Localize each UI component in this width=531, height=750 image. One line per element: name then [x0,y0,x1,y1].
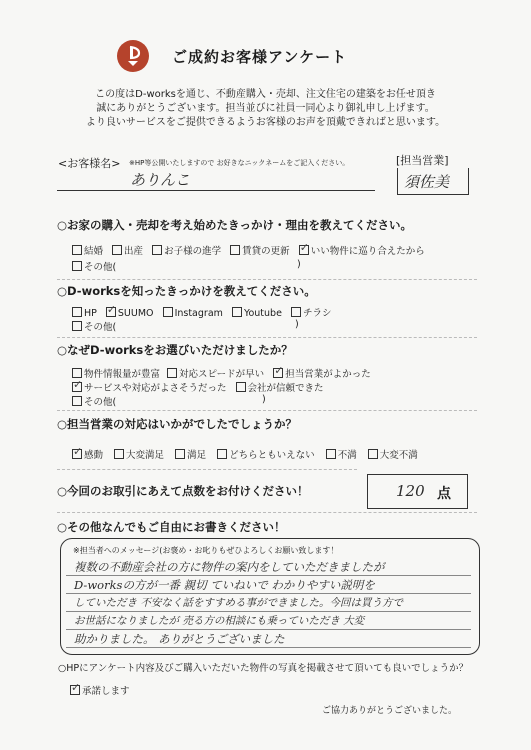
divider [57,469,357,470]
customer-name-value[interactable]: ありんこ [130,171,191,189]
ruled-line [66,647,471,648]
q1-other-label: その他( [84,262,117,273]
check-mark-icon: ✓ [299,241,309,254]
q3-other [72,394,116,408]
customer-name-note: ※HP等公開いたしますので お好きなニックネームをご記入ください。 [129,159,350,167]
q3-checkbox[interactable] [72,368,82,378]
q1-option: お子様の進学 [164,246,222,257]
q4-checkbox[interactable] [326,449,336,459]
q3-other-checkbox[interactable] [72,396,82,406]
q2-other-checkbox[interactable] [72,321,82,331]
q4-option: 大変満足 [126,450,165,461]
q2-checkbox[interactable] [163,307,173,317]
q1-checkbox[interactable] [112,245,122,255]
customer-name-line [57,190,375,191]
q3-option: 担当営業がよかった [285,369,371,380]
q1-options [72,243,425,257]
check-mark-icon: ✓ [274,364,284,377]
comment-line: していただき 不安なく話をすすめる事ができました。今回は買う方で [74,597,403,609]
q2-checkbox[interactable] [232,307,242,317]
q4-checkbox[interactable] [368,449,378,459]
q1-option: いい物件に巡り合えたから [310,246,425,257]
check-mark-icon: ✓ [73,445,83,458]
q1-option: 結婚 [84,246,104,257]
footer-thanks: ご協力ありがとうございました。 [322,706,458,716]
intro-line: より良いサービスをご提供できるようお客様のお声を頂戴できればと思います。 [85,117,446,128]
divider [57,512,477,513]
q4-option: 大変不満 [379,450,418,461]
ruled-line [66,611,471,612]
comment-line: 助かりました。 ありがとうございました [74,632,285,646]
page-title: ご成約お客様アンケート [172,48,348,66]
q3-option: 物件情報量が豊富 [84,369,161,380]
comment-line: D-worksの方が一番 親切 ていねいで わかりやすい説明を [74,578,375,592]
ruled-line [66,629,471,630]
q1-other-checkbox[interactable] [72,261,82,271]
ruled-line [66,575,471,576]
comment-line: 複数の不動産会社の方に物件の案内をしていただきましたが [74,560,385,574]
consent-option [70,683,130,697]
consent-checkbox-checked[interactable] [70,681,81,695]
q4-question: ○担当営業の対応はいかがでしたでしょうか？ [57,417,298,431]
check-mark-icon: ✓ [71,681,81,694]
q2-question: ○D-worksを知ったきっかけを教えてください。 [57,284,316,298]
staff-label: [担当営業] [396,154,449,167]
ruled-line [66,593,471,594]
q6-question: ○その他なんでもご自由にお書きください！ [57,520,286,534]
q3-checkbox-checked[interactable] [273,364,284,378]
q3-option: 対応スピードが早い [179,369,265,380]
divider [57,337,477,338]
q2-option: SUUMO [117,308,154,319]
house-pin-icon [117,40,149,72]
q1-other-close: ) [297,259,301,270]
comment-note: ※担当者へのメッセージ(お褒め・お叱りもぜひよろしくお願い致します！ [73,546,339,555]
q1-checkbox-checked[interactable] [299,241,309,255]
q4-checkbox-checked[interactable] [72,445,83,459]
staff-value[interactable]: 須佐美 [404,173,450,191]
divider [57,410,477,411]
q3-options-row2 [72,380,324,394]
q1-question: ○お家の購入・売却を考え始めたきっかけ・理由を教えてください。 [57,218,413,232]
q1-checkbox[interactable] [230,245,240,255]
q1-checkbox[interactable] [72,245,82,255]
q2-checkbox[interactable] [72,307,82,317]
q2-checkbox[interactable] [291,307,301,317]
check-mark-icon: ✓ [73,378,83,391]
q1-checkbox[interactable] [152,245,162,255]
intro-line: 誠にありがとうございます。担当並びに社員一同心より御礼申し上げます。 [96,103,435,114]
company-logo [117,40,149,72]
q3-checkbox[interactable] [236,382,246,392]
q4-checkbox[interactable] [175,449,185,459]
q3-other-label: その他( [84,397,117,408]
q5-question: ○今回のお取引にあえて点数をお付けください！ [57,484,309,498]
q4-option: 感動 [84,450,104,461]
intro-text [40,88,491,130]
q3-question: ○なぜD-worksをお選びいただけましたか？ [57,343,293,357]
q2-options [72,305,331,319]
q3-option: 会社が信頼できた [247,383,324,394]
q3-option: サービスや対応がよさそうだった [84,383,227,394]
q4-option: 満足 [187,450,207,461]
comment-line: お世話になりましたが 売る方の相談にも乗っていただき 大変 [74,615,365,627]
q3-options-row1 [72,366,371,380]
q4-checkbox[interactable] [217,449,227,459]
intro-line: この度はD-worksを通じ、不動産購入・売却、注文住宅の建築をお任せ頂き [95,89,436,100]
q2-option: Instagram [174,308,223,319]
q4-options [72,447,418,461]
check-mark-icon: ✓ [106,303,117,316]
score-unit: 点 [437,486,451,502]
consent-question: ○HPにアンケート内容及びご購入いただいた物件の写真を掲載させて頂いても良いでしょうか？ [58,663,469,674]
q1-option: 賃貸の更新 [242,246,290,257]
q2-option: Youtube [243,308,282,319]
q2-checkbox-checked[interactable] [106,303,117,317]
q2-option: チラシ [302,308,332,319]
q3-checkbox-checked[interactable] [72,378,83,392]
q4-option: どちらともいえない [229,450,315,461]
q2-other-close: ) [295,319,299,330]
q1-option: 出産 [124,246,144,257]
score-value[interactable]: 120 [396,482,425,500]
staff-label-text: 担当営業 [400,154,445,167]
divider [57,279,477,280]
q2-other-label: その他( [84,322,117,333]
q3-checkbox[interactable] [167,368,177,378]
customer-name-label: <お客様名> [58,157,121,170]
q4-option: 不満 [337,450,357,461]
q2-other [72,319,116,333]
score-box [367,474,468,509]
consent-label: 承諾します [82,686,130,697]
q3-other-close: ) [262,394,266,405]
q2-option: HP [84,308,97,319]
q1-other [72,259,116,273]
q4-checkbox[interactable] [114,449,124,459]
